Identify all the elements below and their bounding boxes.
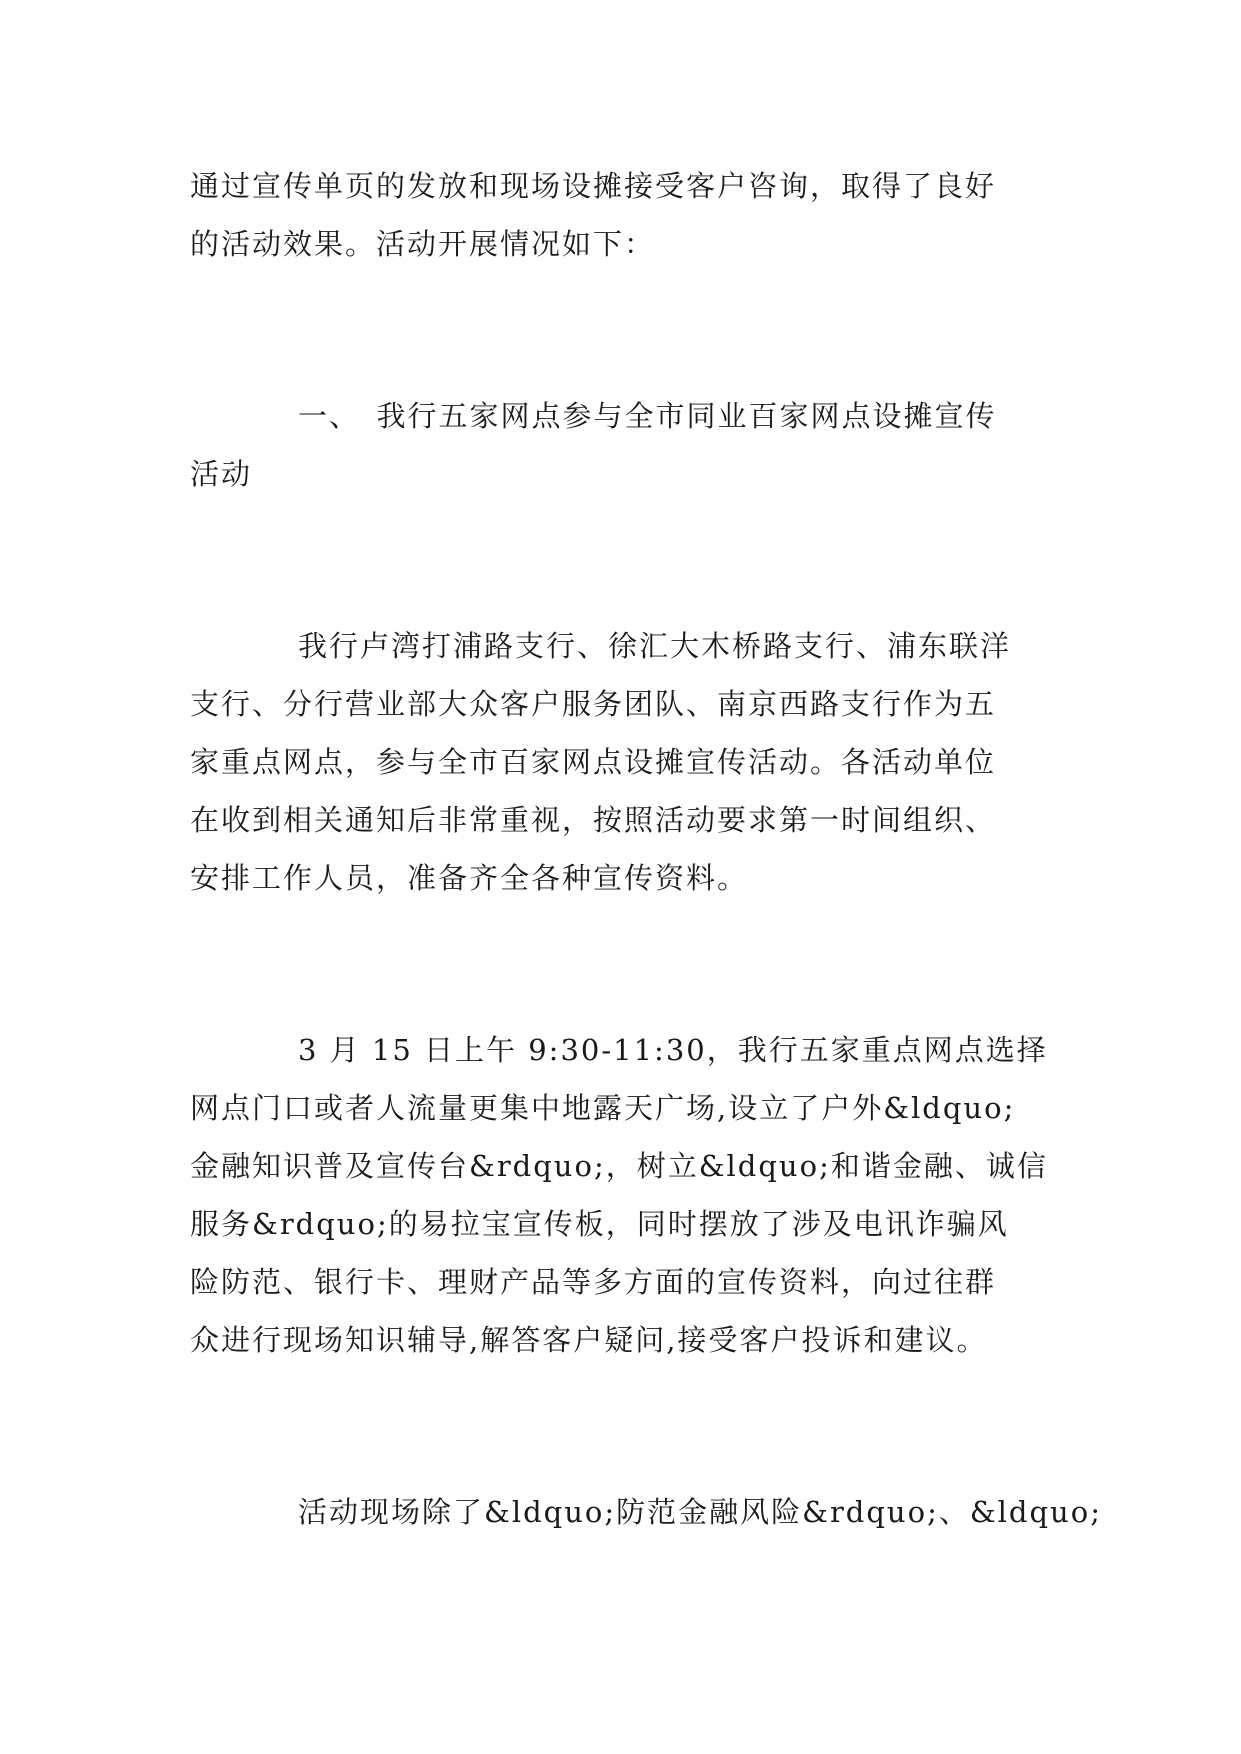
paragraph-line: 3 月 15 日上午 9:30-11:30，我行五家重点网点选择 xyxy=(298,1033,1048,1067)
section-heading: 一、 我行五家网点参与全市同业百家网点设摊宣传 xyxy=(298,399,997,433)
paragraph-line: 在收到相关通知后非常重视，按照活动要求第一时间组织、 xyxy=(190,803,997,837)
paragraph-line: 险防范、银行卡、理财产品等多方面的宣传资料，向过往群 xyxy=(190,1265,997,1299)
paragraph-line: 金融知识普及宣传台&rdquo;，树立&ldquo;和谐金融、诚信 xyxy=(190,1149,1048,1183)
paragraph-line: 众进行现场知识辅导,解答客户疑问,接受客户投诉和建议。 xyxy=(190,1323,988,1357)
paragraph-line: 安排工作人员，准备齐全各种宣传资料。 xyxy=(190,861,749,895)
paragraph-line: 我行卢湾打浦路支行、徐汇大木桥路支行、浦东联洋 xyxy=(298,629,1012,663)
section-heading-continuation: 活动 xyxy=(190,457,253,491)
paragraph-line: 通过宣传单页的发放和现场设摊接受客户咨询，取得了良好 xyxy=(190,169,997,203)
paragraph-line: 的活动效果。活动开展情况如下： xyxy=(190,227,656,261)
paragraph-line: 服务&rdquo;的易拉宝宣传板，同时摆放了涉及电讯诈骗风 xyxy=(190,1207,1009,1241)
paragraph-line: 支行、分行营业部大众客户服务团队、南京西路支行作为五 xyxy=(190,687,997,721)
paragraph-line: 活动现场除了&ldquo;防范金融风险&rdquo;、&ldquo; xyxy=(298,1495,1102,1529)
paragraph-line: 家重点网点，参与全市百家网点设摊宣传活动。各活动单位 xyxy=(190,745,997,779)
paragraph-line: 网点门口或者人流量更集中地露天广场,设立了户外&ldquo; xyxy=(190,1091,1016,1125)
